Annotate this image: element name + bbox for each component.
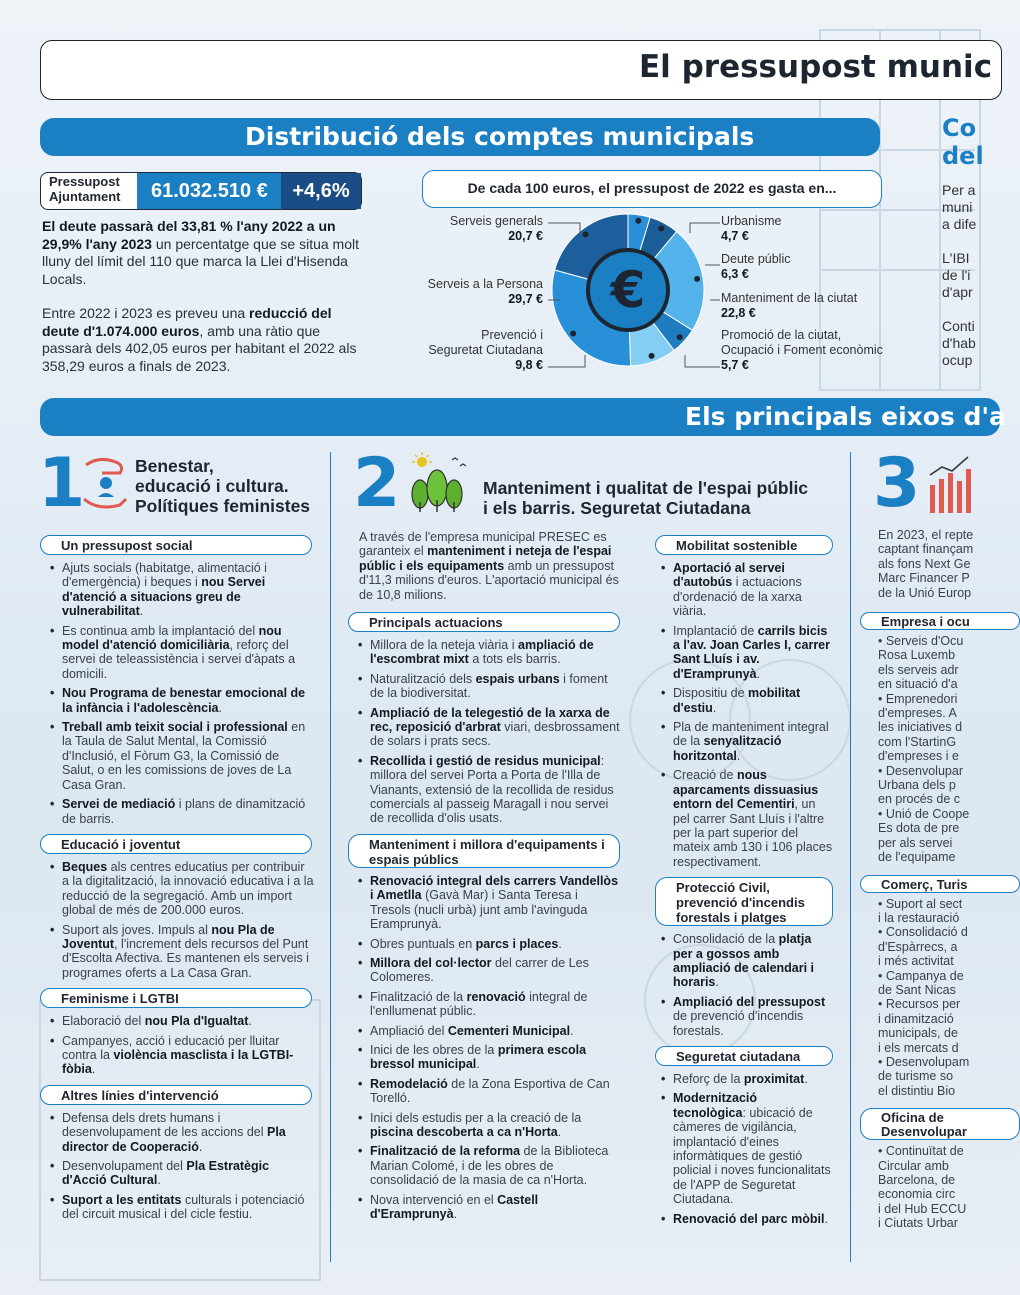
- axis-3-line: de turisme so: [878, 1069, 954, 1084]
- budget-label-line1: Pressupost: [49, 174, 120, 189]
- list-item: • Inici dels estudis per a la creació de la piscina descoberta a ca n'Horta.: [358, 1111, 620, 1140]
- axis-2-intro: [359, 530, 629, 602]
- list-item: • Ampliació del Cementeri Municipal.: [358, 1024, 620, 1038]
- right-column-line: d'hab: [942, 335, 976, 351]
- subsection-title: Oficina de Desenvolupar: [860, 1108, 1020, 1140]
- axis-3-line: i dinamització: [878, 1011, 954, 1026]
- axis-3-line: • Emprenedori: [878, 691, 958, 706]
- list-item: • Aportació al servei d'autobús i actuacions d'ordenació de la xarxa viària.: [661, 561, 833, 619]
- list-item: • Defensa dels drets humans i desenvolupament de les accions del Pla director de Cooperació.: [50, 1111, 314, 1154]
- axis-2-intro-b: manteniment i neteja de l'espai públic i els equipaments: [359, 544, 612, 573]
- list-item: • Implantació de carrils bicis a l'av. Joan Carles I, carrer Sant Lluís i av. d'Eramprunyà.: [661, 624, 833, 682]
- axis-3-line: d'empreses. A: [878, 706, 957, 721]
- axis-3-line: • Desenvolupar: [878, 763, 963, 778]
- list-item: • Treball amb teixit social i professional en la Taula de Salut Mental, la Comissió d'Inclusió, el Fòrum G3, la Comissió de Salut, o en les comissions de joves de La Casa Gran.: [50, 720, 314, 792]
- list-item: • Remodelació de la Zona Esportiva de Can Torelló.: [358, 1077, 620, 1106]
- right-column-line: muni: [942, 199, 973, 215]
- debt-paragraph-1-bold: El deute passarà del 33,81 % l'any 2022 a un 29,9% l'any 2023: [42, 218, 336, 252]
- list-item: • Renovació integral dels carrers Vandellòs i Ametlla (Gavà Mar) i Santa Teresa i Tresols (nucli urbà) junt amb l'avinguda Eramprunyà.: [358, 874, 620, 932]
- axis-3-list: [878, 1144, 1000, 1230]
- section-title-axes: Els principals eixos d'a: [685, 402, 1006, 431]
- list-item: • Millora del col·lector del carrer de Les Colomeres.: [358, 956, 620, 985]
- axis-3-intro-line: de la Unió Europ: [878, 585, 972, 600]
- axis-3-line: municipals, de: [878, 1026, 958, 1041]
- right-column-line: de l'i: [942, 267, 971, 283]
- bullet-list: [50, 561, 314, 826]
- bullet-list: [358, 874, 620, 1222]
- list-item: • Millora de la neteja viària i ampliació de l'escombrat mixt a tots els barris.: [358, 638, 620, 667]
- list-item: • Ajuts socials (habitatge, alimentació i d'emergència) i beques i nou Servei d'atenció a situacions greu de vulnerabilitat.: [50, 561, 314, 619]
- bullet-list: [661, 1072, 833, 1226]
- axis-3-line: de Sant Nicas: [878, 982, 956, 997]
- right-column-line: d'apr: [942, 284, 973, 300]
- axis-3-line: i més activitat: [878, 954, 954, 969]
- list-item: • Beques als centres educatius per contribuir a la digitalització, la innovació educativa i a la reducció de la segregació. Amb un import global de més de 200.000 euros.: [50, 860, 314, 918]
- axis-3-line: per als servei: [878, 835, 953, 850]
- axis-3-line: Es dota de pre: [878, 821, 960, 836]
- axis-2-content: [348, 612, 620, 1226]
- subsection-title: Protecció Civil, prevenció d'incendis forestals i platges: [655, 877, 833, 926]
- bullet-list: [50, 1014, 314, 1077]
- right-column-title: [942, 114, 984, 170]
- section-title-distribution: Distribució dels comptes municipals: [245, 122, 755, 151]
- bullet-list: [50, 1111, 314, 1222]
- subsection-title: Feminisme i LGTBI: [40, 988, 312, 1008]
- budget-label-line2: Ajuntament: [49, 189, 121, 204]
- list-item: • Naturalització dels espais urbans i foment de la biodiversitat.: [358, 672, 620, 701]
- axis-3-line: de l'equipame: [878, 850, 956, 865]
- axis-3-line: • Unió de Coope: [878, 806, 970, 821]
- pie-label-value: 6,3 €: [721, 267, 749, 281]
- euro-symbol: €: [610, 261, 646, 319]
- subsection-title: Manteniment i millora d'equipaments i espais públics: [348, 834, 620, 868]
- list-item: • Ampliació del pressupost de prevenció d'incendis forestals.: [661, 995, 833, 1038]
- axis-3-line: • Serveis d'Ocu: [878, 634, 964, 648]
- axis-3-line: d'empreses i e: [878, 749, 959, 764]
- pie-label-text: Urbanisme: [721, 214, 782, 228]
- axis-3-line: en situació d'a: [878, 677, 958, 692]
- axis-3-line: i els mercats d: [878, 1040, 959, 1055]
- list-item: • Finalització de la reforma de la Biblioteca Marian Colomé, i de les obres de consolidació de la masia de ca n'Horta.: [358, 1144, 620, 1187]
- axis-1-content: [40, 535, 314, 1227]
- axis-2b-content: [655, 535, 833, 1231]
- care-hands-icon: [80, 455, 130, 513]
- subsection-title: Altres línies d'intervenció: [40, 1085, 312, 1105]
- axis-3-list: [878, 634, 1000, 865]
- axis-3-line: • Campanya de: [878, 968, 964, 983]
- axis-3-line: el distintiu Bio: [878, 1083, 956, 1098]
- axis-3-line: les iniciatives d: [878, 720, 963, 735]
- axis-1-title-line: Benestar,: [135, 456, 214, 476]
- column-divider: [330, 452, 331, 1262]
- right-column-line: Conti: [942, 318, 975, 334]
- axis-3-line: com l'StartinG: [878, 734, 957, 749]
- bullet-list: [50, 860, 314, 980]
- pie-label-value: 20,7 €: [508, 229, 543, 243]
- list-item: • Campanyes, acció i educació per lluitar contra la violència masclista i la LGTBI-fòbia.: [50, 1034, 314, 1077]
- axis-3-line: d'Espàrrecs, a: [878, 939, 958, 954]
- axis-1-title-line: educació i cultura.: [135, 476, 289, 496]
- list-item: • Suport als joves. Impuls al nou Pla de Joventut, l'increment dels recursos del Punt d'Escolta Afectiva. Es mantenen els serveis i programes oferts a La Casa Gran.: [50, 923, 314, 981]
- bullet-list: [661, 932, 833, 1038]
- subsection-title: Seguretat ciutadana: [655, 1046, 833, 1066]
- bullet-list: [358, 638, 620, 826]
- axis-2-title-line: i els barris. Seguretat Ciutadana: [483, 498, 751, 518]
- bar-chart-icon: [928, 455, 975, 515]
- right-column-title-1: Co: [942, 114, 977, 142]
- debt-paragraph-2-a: Entre 2022 i 2023 es preveu una: [42, 305, 250, 321]
- debt-paragraph-2: [42, 305, 362, 375]
- axis-3-line: i la restauració: [878, 910, 960, 925]
- axis-3-content: [860, 612, 1000, 1231]
- column-divider: [850, 452, 851, 1262]
- page-title-bar: [40, 40, 1002, 100]
- pie-label-serveis-generals: [400, 214, 543, 244]
- pie-leader-lines: [540, 215, 730, 375]
- pie-label-value: 22,8 €: [721, 306, 756, 320]
- list-item: • Nou Programa de benestar emocional de la infància i l'adolescència.: [50, 686, 314, 715]
- axis-3-line: • Suport al sect: [878, 896, 963, 911]
- pie-label-text-2: Ocupació i Foment econòmic: [721, 343, 883, 357]
- axis-1-title: [135, 456, 335, 516]
- list-item: • Dispositiu de mobilitat d'estiu.: [661, 686, 833, 715]
- right-column-line: ocup: [942, 352, 973, 368]
- subsection-title: Mobilitat sostenible: [655, 535, 833, 555]
- axis-3-number: 3: [873, 444, 921, 523]
- axis-3-line: Barcelona, de: [878, 1173, 956, 1187]
- axis-3-line: • Recursos per: [878, 997, 961, 1012]
- axis-2-intro-a: A través de l'empresa municipal PRESEC es garanteix el: [359, 530, 607, 559]
- axis-3-line: els serveis adr: [878, 662, 959, 677]
- axis-3-line: • Desenvolupam: [878, 1054, 970, 1069]
- pie-label-text: Manteniment de la ciutat: [721, 291, 858, 305]
- section-header-distribution: [40, 118, 880, 156]
- subsection-title: Educació i joventut: [40, 834, 312, 854]
- list-item: • Suport a les entitats culturals i potenciació del circuit musical i del cicle festiu.: [50, 1193, 314, 1222]
- list-item: • Reforç de la proximitat.: [661, 1072, 833, 1086]
- axis-1-number: 1: [38, 444, 86, 523]
- axis-2-title-line: Manteniment i qualitat de l'espai públic: [483, 478, 809, 498]
- pie-label-text: Serveis generals: [449, 214, 543, 228]
- debt-paragraph-2-bold: reducció del deute d'1.074.000 euros: [42, 305, 332, 339]
- list-item: • Modernització tecnològica: ubicació de càmeres de vigilància, implantació d'eines informàtiques de gestió policial i noves funcionalitats de l'APP de Seguretat Ciutadana.: [661, 1091, 833, 1206]
- list-item: • Elaboració del nou Pla d'Igualtat.: [50, 1014, 314, 1028]
- axis-3-intro-line: En 2023, el repte: [878, 528, 974, 542]
- debt-paragraph-1: [42, 218, 362, 288]
- debt-paragraph-1-text: un percentatge que se situa molt lluny del límit del 110 que marca la Llei d'Hisenda Locals.: [42, 235, 359, 287]
- pie-label-manteniment: [721, 291, 891, 321]
- axis-3-line: • Consolidació d: [878, 925, 968, 940]
- trees-icon: [404, 452, 470, 514]
- list-item: • Es continua amb la implantació del nou model d'atenció domiciliària, reforç del servei de teleassistència i servei d'àpats a domicili.: [50, 624, 314, 682]
- pie-label-serveis-persona: [400, 277, 543, 307]
- chart-title: De cada 100 euros, el pressupost de 2022 es gasta en...: [467, 180, 837, 196]
- right-column-text: [942, 182, 976, 369]
- list-item: • Inici de les obres de la primera escola bressol municipal.: [358, 1043, 620, 1072]
- axis-3-line: i Ciutats Urbar: [878, 1216, 958, 1231]
- axis-3-intro: [878, 528, 973, 600]
- axis-2-title: [483, 478, 833, 518]
- section-header-axes: [40, 398, 1006, 436]
- right-column-title-2: del: [942, 142, 984, 170]
- list-item: • Recollida i gestió de residus municipal: millora del servei Porta a Porta de l'Illa de Vianants, extensió de la recollida de residus comercials al passeig Maragall i nou servei de recollida d'olis usats.: [358, 754, 620, 826]
- pie-label-value: 9,8 €: [515, 358, 543, 372]
- bullet-list: [661, 561, 833, 869]
- chart-title-pill: [422, 170, 882, 208]
- list-item: • Obres puntuals en parcs i places.: [358, 937, 620, 951]
- subsection-title: Comerç, Turis: [860, 875, 1020, 893]
- pie-label-value: 4,7 €: [721, 229, 749, 243]
- page-title: El pressupost munic: [639, 49, 993, 85]
- budget-box: [40, 172, 362, 210]
- pie-label-prevencio: [400, 328, 543, 373]
- list-item: • Desenvolupament del Pla Estratègic d'Acció Cultural.: [50, 1159, 314, 1188]
- axis-3-line: • Continuïtat de: [878, 1144, 964, 1159]
- pie-label-text: Deute públic: [721, 252, 791, 266]
- right-column-line: a dife: [942, 216, 977, 232]
- pie-label-deute: [721, 252, 891, 282]
- right-column-line: [942, 301, 976, 318]
- list-item: • Servei de mediació i plans de dinamització de barris.: [50, 797, 314, 826]
- pie-label-urbanisme: [721, 214, 891, 244]
- list-item: • Ampliació de la telegestió de la xarxa de rec, reposició d'arbrat viari, desbrossament de solars i prats secs.: [358, 706, 620, 749]
- list-item: • Consolidació de la platja per a gossos amb ampliació de calendari i horaris.: [661, 932, 833, 990]
- right-column-line: Per a: [942, 182, 976, 198]
- axis-2-number: 2: [353, 444, 401, 523]
- axis-3-line: en procés de c: [878, 792, 960, 807]
- pie-label-text: Serveis a la Persona: [427, 277, 543, 291]
- subsection-title: Principals actuacions: [348, 612, 620, 632]
- list-item: • Creació de nous aparcaments dissuasius entorn del Cementiri, un pel carrer Sant Lluís i l'altre per la part superior del mateix amb 130 i 106 places respectivament.: [661, 768, 833, 869]
- pie-label-text: Promoció de la ciutat,: [721, 328, 842, 342]
- pie-label-value: 29,7 €: [508, 292, 543, 306]
- budget-label: [49, 174, 121, 204]
- axis-3-intro-line: Marc Financer P: [878, 571, 970, 586]
- axis-3-intro-line: captant finançam: [878, 542, 974, 557]
- list-item: • Renovació del parc mòbil.: [661, 1212, 833, 1226]
- list-item: • Pla de manteniment integral de la senyalització horitzontal.: [661, 720, 833, 763]
- budget-amount: 61.032.510 €: [137, 173, 321, 209]
- axis-3-line: Rosa Luxemb: [878, 648, 956, 663]
- pie-label-value: 5,7 €: [721, 358, 749, 372]
- axis-3-line: Circular amb: [878, 1158, 949, 1173]
- right-column-line: [942, 233, 976, 250]
- pie-label-promocio: [721, 328, 891, 373]
- pie-label-text-2: Seguretat Ciutadana: [428, 343, 543, 357]
- debt-paragraph-2-c: , amb una ràtio que passarà dels 402,05 euros per habitant el 2022 als 358,29 euros a finals de 2023.: [42, 322, 357, 374]
- list-item: • Nova intervenció en el Castell d'Eramprunyà.: [358, 1193, 620, 1222]
- subsection-title: Empresa i ocu: [860, 612, 1020, 630]
- axis-3-line: economia circ: [878, 1187, 956, 1202]
- axis-3-line: Urbana dels p: [878, 778, 956, 793]
- subsection-title: Un pressupost social: [40, 535, 312, 555]
- pie-label-text: Prevenció i: [481, 328, 543, 342]
- right-column-line: L'IBI: [942, 250, 970, 266]
- axis-3-list: [878, 897, 1000, 1099]
- axis-1-title-line: Polítiques feministes: [135, 496, 311, 516]
- budget-change: +4,6%: [281, 173, 361, 209]
- axis-2-intro-c: amb un pressupost d'11,3 milions d'euros. L'aportació municipal és de 10,8 milions.: [359, 558, 619, 602]
- list-item: • Finalització de la renovació integral de l'enllumenat públic.: [358, 990, 620, 1019]
- axis-3-line: i del Hub ECCU: [878, 1201, 967, 1216]
- axis-3-intro-line: als fons Next Ge: [878, 556, 971, 571]
